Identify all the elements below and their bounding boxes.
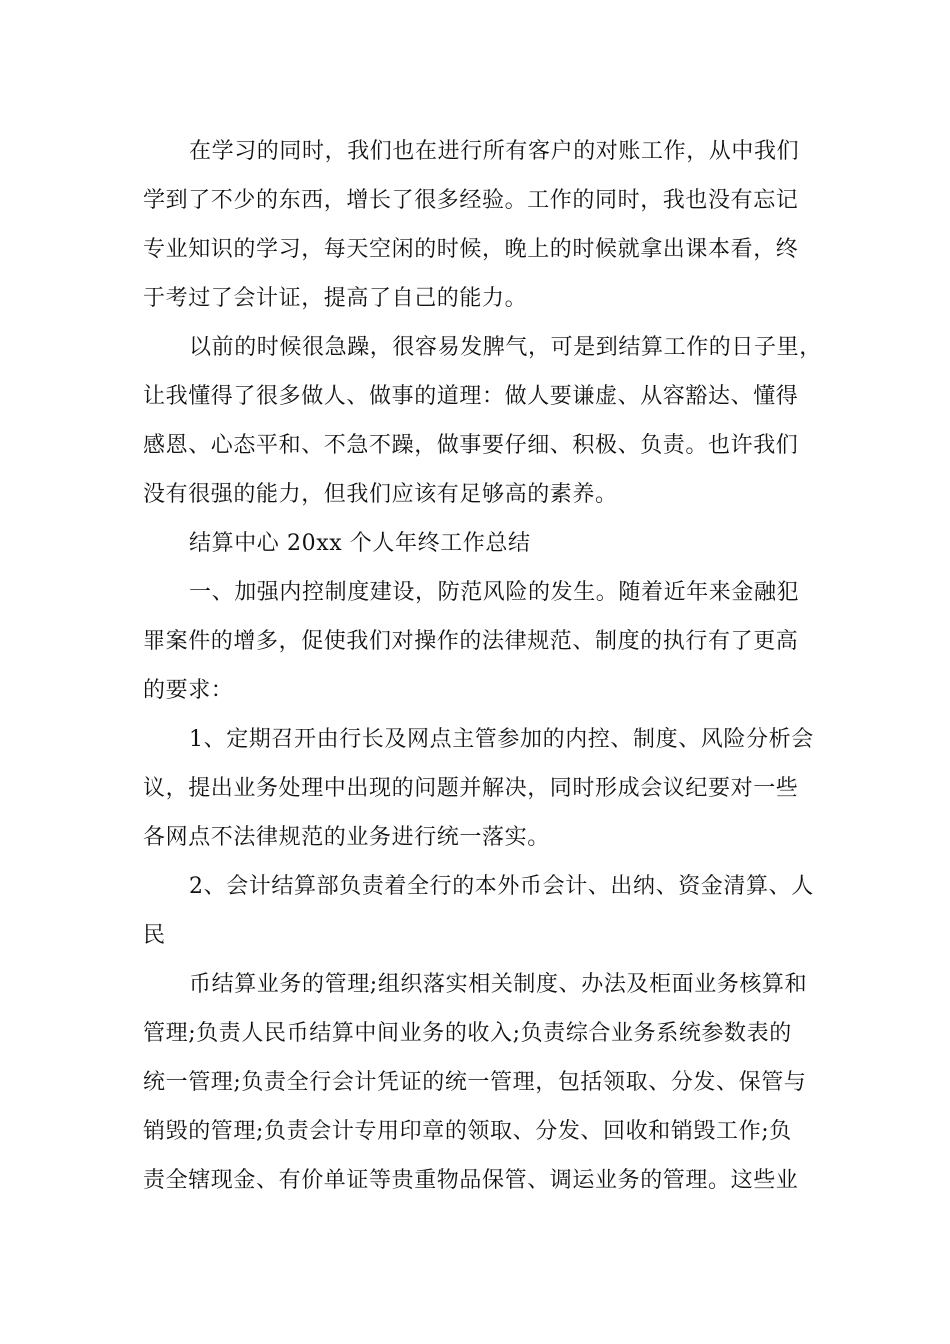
text-line: 于考过了会计证，提高了自己的能力。 bbox=[143, 286, 528, 311]
text-line: 管理;负责人民币结算中间业务的收入;负责综合业务系统参数表的 bbox=[143, 1021, 792, 1046]
text-line: 在学习的同时，我们也在进行所有客户的对账工作，从中我们 bbox=[189, 139, 800, 164]
text-line: 各网点不法律规范的业务进行统一落实。 bbox=[143, 825, 550, 850]
section-heading: 结算中心 20xx 个人年终工作总结 bbox=[189, 531, 531, 556]
text-line: 销毁的管理;负责会计专用印章的领取、分发、回收和销毁工作;负 bbox=[143, 1119, 792, 1144]
text-line: 罪案件的增多，促使我们对操作的法律规范、制度的执行有了更高 bbox=[143, 629, 799, 654]
text-line: 以前的时候很急躁，很容易发脾气，可是到结算工作的日子里， bbox=[189, 335, 822, 360]
text-line: 让我懂得了很多做人、做事的道理：做人要谦虚、从容豁达、懂得 bbox=[143, 384, 799, 409]
text-line: 的要求： bbox=[143, 678, 234, 703]
text-line: 币结算业务的管理;组织落实相关制度、办法及柜面业务核算和 bbox=[189, 972, 808, 997]
text-line: 专业知识的学习，每天空闲的时候，晚上的时候就拿出课本看，终 bbox=[143, 237, 799, 262]
text-line: 1、定期召开由行长及网点主管参加的内控、制度、风险分析会 bbox=[189, 727, 814, 752]
text-line: 责全辖现金、有价单证等贵重物品保管、调运业务的管理。这些业 bbox=[143, 1168, 799, 1193]
text-line: 一、加强内控制度建设，防范风险的发生。随着近年来金融犯 bbox=[189, 580, 800, 605]
text-line: 没有很强的能力，但我们应该有足够高的素养。 bbox=[143, 482, 618, 507]
text-line: 学到了不少的东西，增长了很多经验。工作的同时，我也没有忘记 bbox=[143, 188, 799, 213]
text-line: 2、会计结算部负责着全行的本外币会计、出纳、资金清算、人 bbox=[189, 874, 814, 899]
text-line: 统一管理;负责全行会计凭证的统一管理，包括领取、分发、保管与 bbox=[143, 1070, 807, 1095]
text-line: 议，提出业务处理中出现的问题并解决，同时形成会议纪要对一些 bbox=[143, 776, 799, 801]
document-body bbox=[143, 127, 823, 1205]
text-line: 民 bbox=[143, 923, 166, 948]
text-line: 感恩、心态平和、不急不躁，做事要仔细、积极、负责。也许我们 bbox=[143, 433, 799, 458]
